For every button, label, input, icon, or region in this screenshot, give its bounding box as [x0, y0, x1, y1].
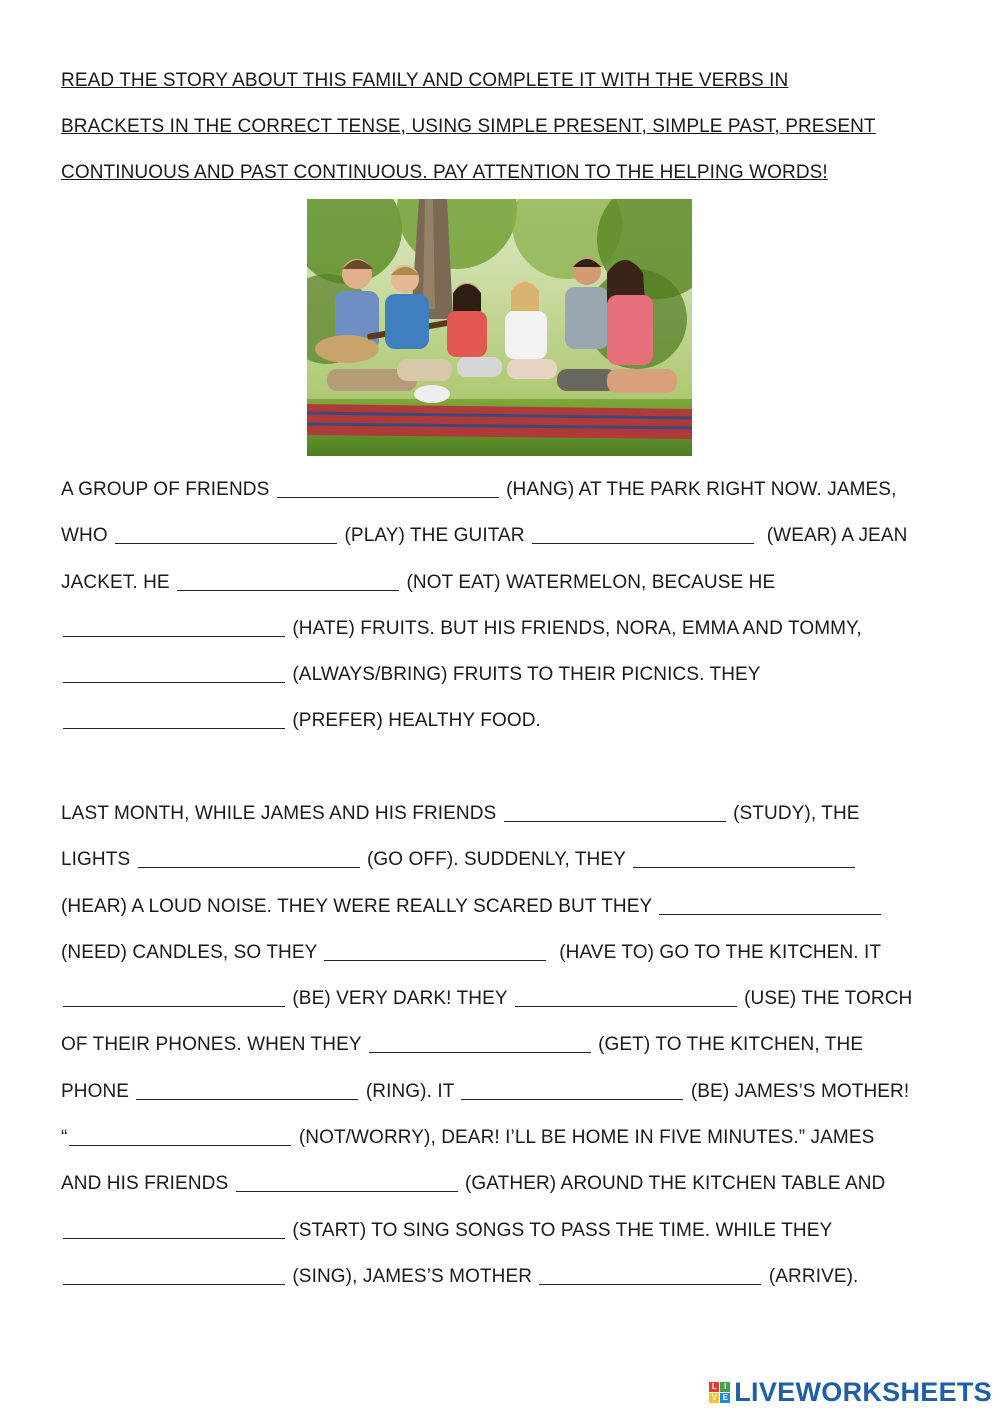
text-line	[61, 467, 961, 513]
mark-letter: I	[720, 1382, 730, 1392]
text-segment: (USE) THE TORCH	[738, 988, 913, 1010]
answer-blank[interactable]	[532, 524, 754, 544]
answer-blank[interactable]	[136, 1080, 358, 1100]
instruction-line: CONTINUOUS AND PAST CONTINUOUS. PAY ATTENTION TO THE HELPING WORDS!	[61, 162, 828, 183]
instruction-line: READ THE STORY ABOUT THIS FAMILY AND COMPLETE IT WITH THE VERBS IN	[61, 70, 789, 91]
text-line	[61, 698, 961, 744]
text-line	[61, 652, 961, 698]
answer-blank[interactable]	[63, 617, 285, 637]
text-segment: (BE) VERY DARK! THEY	[287, 988, 513, 1010]
text-line	[61, 930, 961, 976]
text-line	[61, 1254, 961, 1300]
text-segment: JACKET. HE	[61, 571, 176, 593]
text-line	[61, 976, 961, 1022]
text-segment: “	[61, 1127, 68, 1149]
liveworksheets-mark-icon	[709, 1382, 730, 1403]
text-segment: (NEED) CANDLES, SO THEY	[61, 941, 323, 963]
text-line	[61, 1161, 961, 1207]
answer-blank[interactable]	[277, 478, 499, 498]
answer-blank[interactable]	[324, 941, 546, 961]
text-line	[61, 606, 961, 652]
answer-blank[interactable]	[539, 1265, 761, 1285]
text-segment: (SING), JAMES’S MOTHER	[287, 1265, 538, 1287]
text-segment: AND HIS FRIENDS	[61, 1173, 234, 1195]
text-line	[61, 1115, 961, 1161]
text-segment: (HANG) AT THE PARK RIGHT NOW. JAMES,	[500, 479, 897, 500]
text-segment: (GO OFF). SUDDENLY, THEY	[361, 849, 631, 871]
text-segment: (GATHER) AROUND THE KITCHEN TABLE AND	[459, 1173, 886, 1195]
text-line	[61, 791, 961, 837]
answer-blank[interactable]	[461, 1080, 683, 1100]
text-segment: (NOT/WORRY), DEAR! I’LL BE HOME IN FIVE MINUTES.” JAMES	[293, 1127, 875, 1149]
answer-blank[interactable]	[515, 987, 737, 1007]
text-segment: WHO	[61, 525, 114, 547]
text-segment: (STUDY), THE	[727, 803, 860, 824]
answer-blank[interactable]	[63, 709, 285, 729]
text-segment: (HATE) FRUITS. BUT HIS FRIENDS, NORA, EMMA AND TOMMY,	[287, 617, 862, 639]
brand-name: LIVEWORKSHEETS	[734, 1376, 992, 1407]
answer-blank[interactable]	[369, 1033, 591, 1053]
mark-letter: E	[720, 1393, 730, 1403]
text-segment: (ARRIVE).	[763, 1265, 859, 1287]
text-segment: (RING). IT	[360, 1080, 460, 1102]
answer-blank[interactable]	[504, 802, 726, 822]
instructions	[61, 58, 941, 196]
text-line	[61, 1069, 961, 1115]
text-segment: OF THEIR PHONES. WHEN THEY	[61, 1034, 367, 1056]
text-segment: (HEAR) A LOUD NOISE. THEY WERE REALLY SCARED BUT THEY	[61, 895, 658, 917]
answer-blank[interactable]	[177, 571, 399, 591]
mark-letter: L	[709, 1382, 719, 1392]
answer-blank[interactable]	[63, 1265, 285, 1285]
liveworksheets-logo	[709, 1377, 992, 1407]
answer-blank[interactable]	[115, 524, 337, 544]
mark-letter: V	[709, 1393, 719, 1403]
text-line	[61, 513, 961, 559]
text-segment: (WEAR) A JEAN	[756, 525, 908, 547]
answer-blank[interactable]	[63, 663, 285, 683]
answer-blank[interactable]	[138, 848, 360, 868]
text-segment: A GROUP OF FRIENDS	[61, 479, 275, 500]
text-line	[61, 837, 961, 883]
text-segment: LAST MONTH, WHILE JAMES AND HIS FRIENDS	[61, 803, 502, 824]
text-segment: (NOT EAT) WATERMELON, BECAUSE HE	[401, 571, 776, 593]
text-segment: LIGHTS	[61, 849, 136, 871]
text-line	[61, 1208, 961, 1254]
text-line	[61, 1022, 961, 1068]
paragraph-2	[61, 791, 961, 1300]
text-segment: (PREFER) HEALTHY FOOD.	[287, 710, 541, 732]
text-line	[61, 884, 961, 930]
answer-blank[interactable]	[63, 987, 285, 1007]
text-line	[61, 560, 961, 606]
text-segment: (START) TO SING SONGS TO PASS THE TIME. WHILE THEY	[287, 1219, 833, 1241]
friends-picnic-photo	[307, 199, 692, 456]
text-segment: (ALWAYS/BRING) FRUITS TO THEIR PICNICS. THEY	[287, 664, 761, 686]
text-segment: (PLAY) THE GUITAR	[339, 525, 530, 547]
text-segment: (GET) TO THE KITCHEN, THE	[592, 1034, 864, 1056]
answer-blank[interactable]	[236, 1172, 458, 1192]
paragraph-1	[61, 467, 961, 745]
answer-blank[interactable]	[659, 895, 881, 915]
text-segment: (BE) JAMES’S MOTHER!	[685, 1080, 910, 1102]
answer-blank[interactable]	[633, 848, 855, 868]
instruction-line: BRACKETS IN THE CORRECT TENSE, USING SIMPLE PRESENT, SIMPLE PAST, PRESENT	[61, 116, 876, 137]
answer-blank[interactable]	[69, 1126, 291, 1146]
answer-blank[interactable]	[63, 1219, 285, 1239]
text-segment: (HAVE TO) GO TO THE KITCHEN. IT	[548, 941, 882, 963]
text-segment: PHONE	[61, 1080, 135, 1102]
